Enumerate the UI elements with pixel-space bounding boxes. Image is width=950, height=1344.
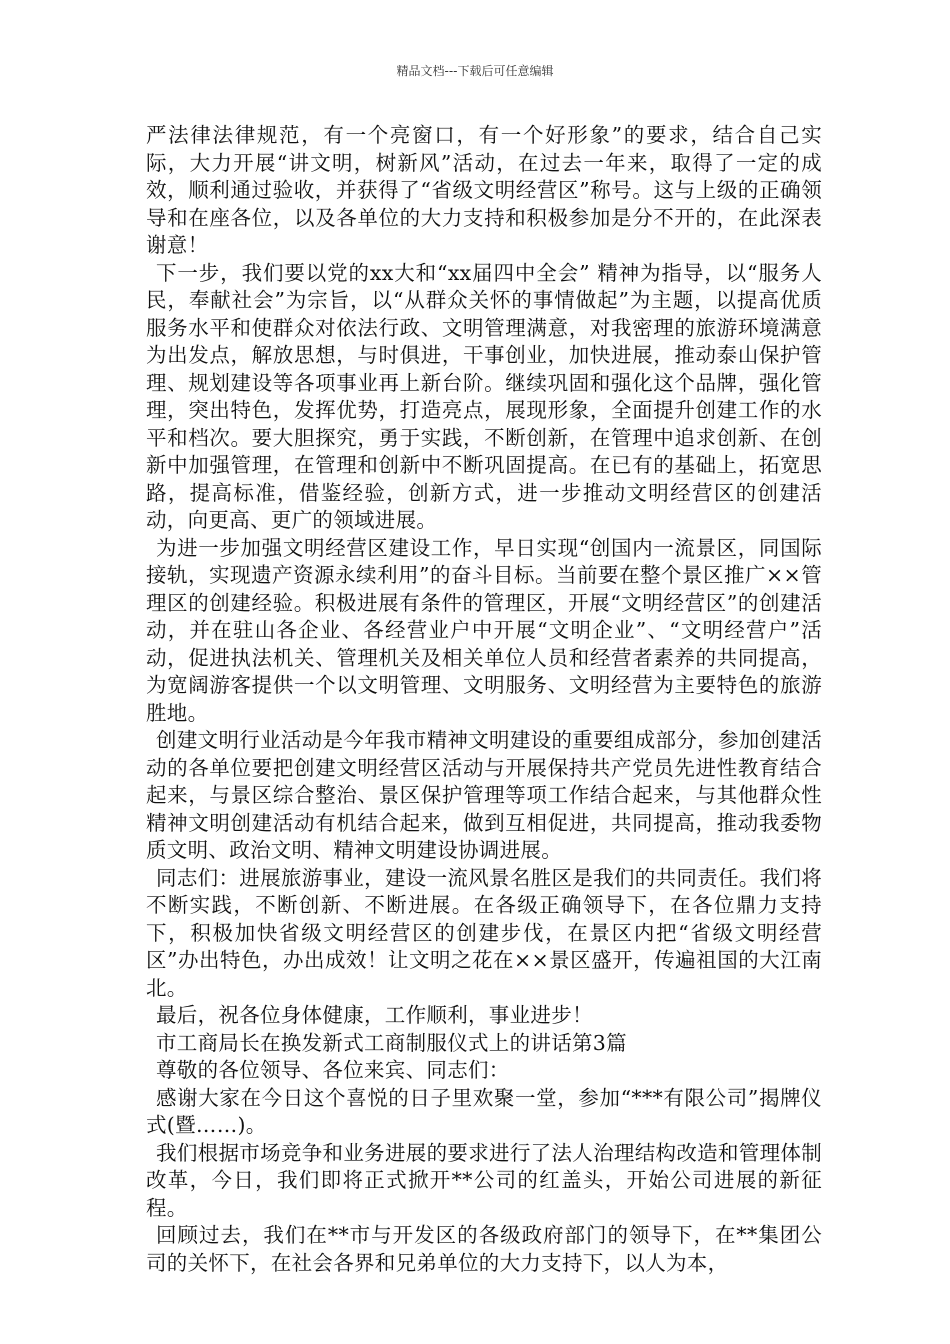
paragraph: 回顾过去，我们在**市与开发区的各级政府部门的领导下，在**集团公司的关怀下，在社会各界和兄弟单位的大力支持下，以人为本， bbox=[146, 1223, 822, 1275]
paragraph: 严法律法律规范，有一个亮窗口，有一个好形象”的要求，结合自己实际，大力开展“讲文明，树新风”活动，在过去一年来，取得了一定的成效，顺利通过验收，并获得了“省级文明经营区”称号。这与上级的正确领导和在座各位，以及各单位的大力支持和积极参加是分不开的，在此深表谢意！ bbox=[146, 123, 822, 257]
paragraph: 为进一步加强文明经营区建设工作，早日实现“创国内一流景区，同国际接轨，实现遗产资源永续利用”的奋斗目标。当前要在整个景区推广××管理区的创建经验。积极进展有条件的管理区，开展“文明经营区”的创建活动，并在驻山各企业、各经营业户中开展“文明企业”、“文明经营户”活动，促进执法机关、管理机关及相关单位人员和经营者素养的共同提高，为宽阔游客提供一个以文明管理、文明服务、文明经营为主要特色的旅游胜地。 bbox=[146, 535, 822, 725]
document-body bbox=[146, 122, 822, 1277]
salutation: 尊敬的各位领导、各位来宾、同志们： bbox=[156, 1058, 510, 1082]
paragraph: 下一步，我们要以党的xx大和“xx届四中全会” 精神为指导，以“服务人民，奉献社会”为宗旨，以“从群众关怀的事情做起”为主题，以提高优质服务水平和使群众对依法行政、文明管理满意，对我密理的旅游环境满意为出发点，解放思想，与时俱进，干事创业，加快进展，推动泰山保护管理、规划建设等各项事业再上新台阶。继续巩固和强化这个品牌，强化管理，突出特色，发挥优势，打造亮点，展现形象，全面提升创建工作的水平和档次。要大胆探究，勇于实践，不断创新，在管理中追求创新、在创新中加强管理，在管理和创新中不断巩固提高。在已有的基础上，拓宽思路，提高标准，借鉴经验，创新方式，进一步推动文明经营区的创建活动，向更高、更广的领域进展。 bbox=[146, 260, 822, 532]
paragraph: 感谢大家在今日这个喜悦的日子里欢聚一堂，参加“***有限公司”揭牌仪式(暨……)。 bbox=[146, 1085, 822, 1137]
page-header: 精品文档---下载后可任意编辑 bbox=[396, 64, 554, 78]
paragraph: 同志们：进展旅游事业，建设一流风景名胜区是我们的共同责任。我们将不断实践，不断创新、不断进展。在各级正确领导下，在各位鼎力支持下，积极加快省级文明经营区的创建步伐，在景区内把“省级文明经营区”办出特色，办出成效！让文明之花在××景区盛开，传遍祖国的大江南北。 bbox=[146, 865, 822, 1000]
section-title: 市工商局长在换发新式工商制服仪式上的讲话第3篇 bbox=[156, 1030, 627, 1055]
paragraph: 创建文明行业活动是今年我市精神文明建设的重要组成部分，参加创建活动的各单位要把创建文明经营区活动与开展保持共产党员先进性教育结合起来，与景区综合整治、景区保护管理等项工作结合起来，与其他群众性精神文明创建活动有机结合起来，做到互相促进，共同提高，推动我委物质文明、政治文明、精神文明建设协调进展。 bbox=[146, 728, 822, 862]
paragraph: 我们根据市场竞争和业务进展的要求进行了法人治理结构改造和管理体制改革，今日，我们即将正式掀开**公司的红盖头，开始公司进展的新征程。 bbox=[146, 1140, 822, 1220]
paragraph: 最后，祝各位身体健康，工作顺利，事业进步！ bbox=[156, 1003, 593, 1027]
